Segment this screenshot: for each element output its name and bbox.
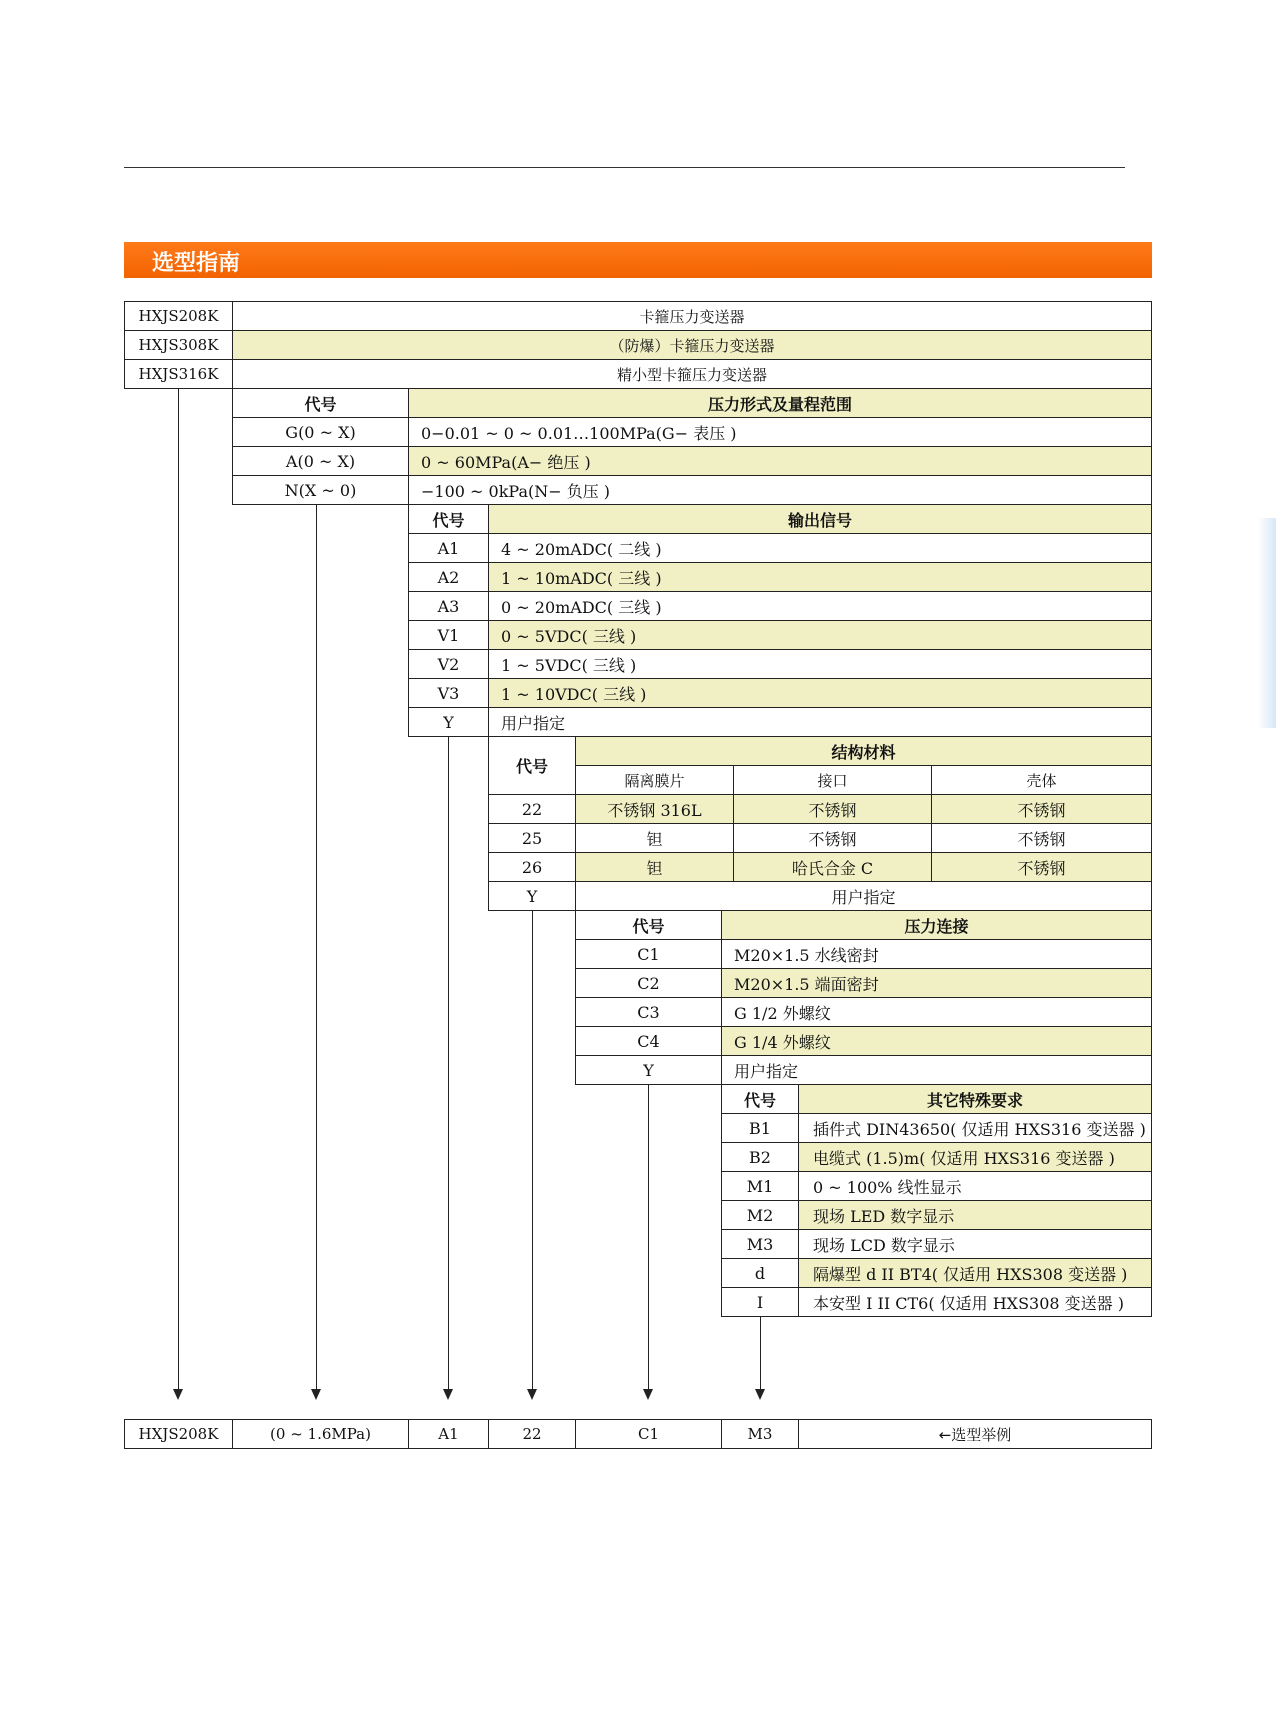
material-col-header: 隔离膜片 [575, 765, 734, 795]
arrow-line [648, 1085, 649, 1389]
connection-desc: M20×1.5 端面密封 [721, 968, 1152, 998]
material-col-header: 壳体 [931, 765, 1152, 795]
connection-code: C2 [575, 968, 722, 998]
output-code: V3 [408, 678, 489, 708]
example-cell: A1 [408, 1419, 489, 1449]
pressure-desc: 0−0.01 ~ 0 ~ 0.01…100MPa(G− 表压 ) [408, 417, 1152, 447]
material-user-desc: 用户指定 [575, 881, 1152, 911]
connection-code: Y [575, 1055, 722, 1085]
special-code: M1 [721, 1171, 799, 1201]
arrow-line [178, 389, 179, 1389]
model-code: HXJS308K [124, 330, 233, 360]
material-code: 22 [488, 794, 576, 824]
special-code: I [721, 1287, 799, 1317]
output-code: A3 [408, 591, 489, 621]
arrow-line [316, 505, 317, 1389]
material-code: 25 [488, 823, 576, 853]
pressure-title: 压力形式及量程范围 [408, 388, 1152, 418]
connection-code-header: 代号 [575, 910, 722, 940]
special-code-header: 代号 [721, 1084, 799, 1114]
special-title: 其它特殊要求 [798, 1084, 1152, 1114]
special-code: M2 [721, 1200, 799, 1230]
output-code: A2 [408, 562, 489, 592]
special-desc: 现场 LED 数字显示 [798, 1200, 1152, 1230]
example-label: ←选型举例 [798, 1419, 1152, 1449]
material-col-header: 接口 [733, 765, 932, 795]
material-code: Y [488, 881, 576, 911]
output-title: 输出信号 [488, 504, 1152, 534]
output-code: V2 [408, 649, 489, 679]
special-desc: 本安型 I II CT6( 仅适用 HXS308 变送器 ) [798, 1287, 1152, 1317]
material-code: 26 [488, 852, 576, 882]
special-desc: 现场 LCD 数字显示 [798, 1229, 1152, 1259]
banner-title: 选型指南 [152, 251, 241, 276]
arrow-line [448, 737, 449, 1389]
connection-desc: M20×1.5 水线密封 [721, 939, 1152, 969]
arrow-head-icon [311, 1389, 321, 1400]
output-code: Y [408, 707, 489, 737]
section-banner [124, 242, 1152, 278]
pressure-desc: 0 ~ 60MPa(A− 绝压 ) [408, 446, 1152, 476]
example-cell: HXJS208K [124, 1419, 233, 1449]
connection-desc: G 1/2 外螺纹 [721, 997, 1152, 1027]
output-code: V1 [408, 620, 489, 650]
material-cell: 哈氏合金 C [733, 852, 932, 882]
example-cell: C1 [575, 1419, 722, 1449]
material-cell: 钽 [575, 823, 734, 853]
material-cell: 不锈钢 [931, 823, 1152, 853]
output-code: A1 [408, 533, 489, 563]
special-desc: 0 ~ 100% 线性显示 [798, 1171, 1152, 1201]
arrow-line [532, 911, 533, 1389]
connection-code: C4 [575, 1026, 722, 1056]
connection-desc: 用户指定 [721, 1055, 1152, 1085]
output-desc: 1 ~ 10mADC( 三线 ) [488, 562, 1152, 592]
pressure-code-header: 代号 [232, 388, 409, 418]
model-code: HXJS208K [124, 301, 233, 331]
material-cell: 不锈钢 [931, 852, 1152, 882]
arrow-head-icon [527, 1389, 537, 1400]
top-rule [124, 167, 1125, 168]
special-desc: 插件式 DIN43650( 仅适用 HXS316 变送器 ) [798, 1113, 1152, 1143]
pressure-code: G(0 ~ X) [232, 417, 409, 447]
pressure-desc: −100 ~ 0kPa(N− 负压 ) [408, 475, 1152, 505]
special-desc: 电缆式 (1.5)m( 仅适用 HXS316 变送器 ) [798, 1142, 1152, 1172]
material-cell: 不锈钢 [733, 823, 932, 853]
model-code: HXJS316K [124, 359, 233, 389]
output-desc: 1 ~ 5VDC( 三线 ) [488, 649, 1152, 679]
connection-code: C3 [575, 997, 722, 1027]
material-cell: 不锈钢 316L [575, 794, 734, 824]
special-code: B1 [721, 1113, 799, 1143]
material-cell: 不锈钢 [931, 794, 1152, 824]
material-code-header: 代号 [488, 736, 576, 795]
side-decoration [1258, 518, 1276, 728]
output-code-header: 代号 [408, 504, 489, 534]
output-desc: 1 ~ 10VDC( 三线 ) [488, 678, 1152, 708]
special-code: M3 [721, 1229, 799, 1259]
arrow-head-icon [643, 1389, 653, 1400]
arrow-head-icon [443, 1389, 453, 1400]
connection-code: C1 [575, 939, 722, 969]
special-desc: 隔爆型 d II BT4( 仅适用 HXS308 变送器 ) [798, 1258, 1152, 1288]
model-name: （防爆）卡箍压力变送器 [232, 330, 1152, 360]
material-title: 结构材料 [575, 736, 1152, 766]
material-cell: 钽 [575, 852, 734, 882]
special-code: B2 [721, 1142, 799, 1172]
arrow-head-icon [173, 1389, 183, 1400]
pressure-code: N(X ~ 0) [232, 475, 409, 505]
pressure-code: A(0 ~ X) [232, 446, 409, 476]
model-name: 精小型卡箍压力变送器 [232, 359, 1152, 389]
output-desc: 0 ~ 5VDC( 三线 ) [488, 620, 1152, 650]
output-desc: 0 ~ 20mADC( 三线 ) [488, 591, 1152, 621]
output-desc: 用户指定 [488, 707, 1152, 737]
output-desc: 4 ~ 20mADC( 二线 ) [488, 533, 1152, 563]
connection-title: 压力连接 [721, 910, 1152, 940]
example-cell: (0 ~ 1.6MPa) [232, 1419, 409, 1449]
material-cell: 不锈钢 [733, 794, 932, 824]
example-cell: 22 [488, 1419, 576, 1449]
model-name: 卡箍压力变送器 [232, 301, 1152, 331]
special-code: d [721, 1258, 799, 1288]
arrow-line [760, 1317, 761, 1389]
example-cell: M3 [721, 1419, 799, 1449]
connection-desc: G 1/4 外螺纹 [721, 1026, 1152, 1056]
arrow-head-icon [755, 1389, 765, 1400]
